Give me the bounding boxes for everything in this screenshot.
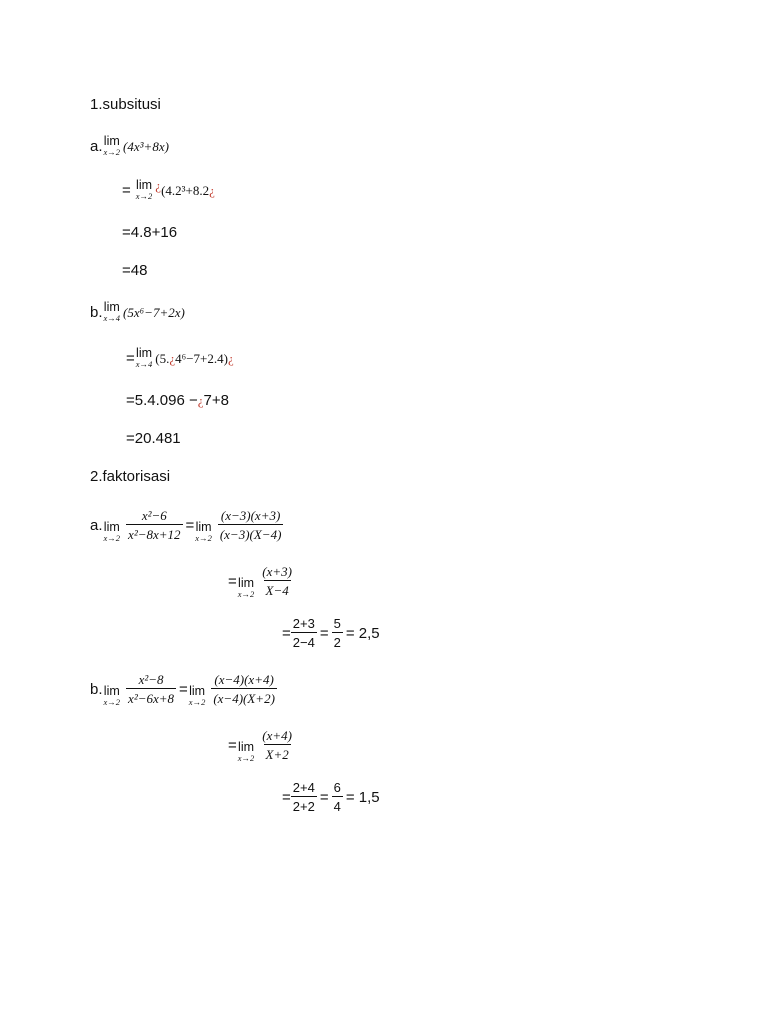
sub-b-step1: [126, 347, 234, 369]
heading-text: 2.faktorisasi: [90, 468, 171, 485]
lim-operator: lim x→4: [103, 300, 121, 323]
lim-operator: lim x→2: [237, 740, 255, 763]
result: = 1,5: [345, 788, 380, 806]
fraction: $\frac{2+4}{2+2}$: [292, 780, 315, 814]
fak-b-problem: [90, 671, 280, 707]
expression: (5x⁶−7+2x): [123, 304, 185, 320]
fak-a-problem: [90, 507, 286, 543]
label: b.: [90, 680, 103, 698]
equals: =: [185, 516, 195, 534]
equals: =: [122, 181, 131, 199]
lim-operator: lim x→2: [103, 134, 121, 157]
inverted-question-glyph: ¿: [227, 350, 234, 366]
fak-a-step1: [228, 563, 297, 599]
sub-a-step2: [122, 225, 177, 240]
lim-operator: lim x→2: [237, 576, 255, 599]
step-text: =48: [122, 262, 148, 279]
sub-b-step2: [126, 393, 229, 408]
lim-operator: lim x→2: [135, 178, 153, 201]
equals: =: [319, 788, 329, 806]
lim-operator: lim x→2: [188, 684, 206, 707]
expression-part: 4⁶−7+2.4): [175, 350, 228, 366]
fraction: $\frac{5}{2}$: [333, 616, 341, 650]
equals: =: [319, 624, 329, 642]
sub-b-problem: [90, 301, 185, 323]
expression: (4x³+8x): [123, 138, 169, 154]
step-text: =4.8+16: [122, 224, 178, 241]
fraction: $\frac{(x-3)(x+3)}{(x-3)(X-4)}$: [219, 508, 282, 542]
sub-a-step1: [122, 179, 215, 201]
inverted-question-glyph: ¿: [209, 182, 215, 198]
expression: (4.2³+8.2: [161, 182, 210, 198]
fak-b-step1: [228, 727, 297, 763]
step-text: =5.4.096 −: [126, 392, 198, 409]
expression-part: (5.: [155, 350, 170, 366]
sub-a-step3: [122, 263, 147, 278]
label: a.: [90, 516, 103, 534]
lim-operator: lim x→4: [135, 346, 153, 369]
step-text: 7+8: [203, 392, 229, 409]
fak-b-step2: [282, 780, 380, 814]
fak-a-step2: [282, 616, 380, 650]
equals: =: [228, 736, 237, 754]
heading-subsitusi: [90, 97, 161, 112]
sub-b-step3: [126, 431, 181, 446]
inverted-question-glyph: ¿: [155, 177, 162, 193]
lim-operator: lim x→2: [103, 520, 121, 543]
inverted-question-glyph: ¿: [197, 393, 204, 408]
equals: =: [179, 680, 188, 698]
equals: =: [282, 788, 291, 806]
fraction: $\frac{\text{x²−6}}{\text{x²−8x+12}}$: [128, 508, 181, 542]
fraction: $\frac{\text{x²−8}}{\text{x²−6x+8}}$: [128, 672, 175, 706]
heading-text: 1.subsitusi: [90, 96, 161, 113]
inverted-question-glyph: ¿: [169, 350, 176, 366]
lim-operator: lim x→2: [195, 520, 212, 543]
equals: =: [282, 624, 291, 642]
fraction: $\frac{(x+4)}{X+2}$: [262, 728, 292, 762]
label: a.: [90, 137, 103, 155]
result: = 2,5: [345, 624, 380, 642]
equals: =: [126, 349, 135, 367]
sub-a-problem: [90, 135, 169, 157]
fraction: $\frac{(x-4)(x+4)}{(x-4)(X+2)}$: [213, 672, 275, 706]
fraction: $\frac{2+3}{2-4}$: [292, 616, 315, 650]
fraction: $\frac{6}{4}$: [333, 780, 341, 814]
lim-operator: lim x→2: [103, 684, 121, 707]
label: b.: [90, 303, 103, 321]
step-text: =20.481: [126, 430, 181, 447]
heading-faktorisasi: [90, 469, 170, 484]
fraction: $\frac{(x+3)}{X-4}$: [262, 564, 292, 598]
equals: =: [228, 572, 237, 590]
